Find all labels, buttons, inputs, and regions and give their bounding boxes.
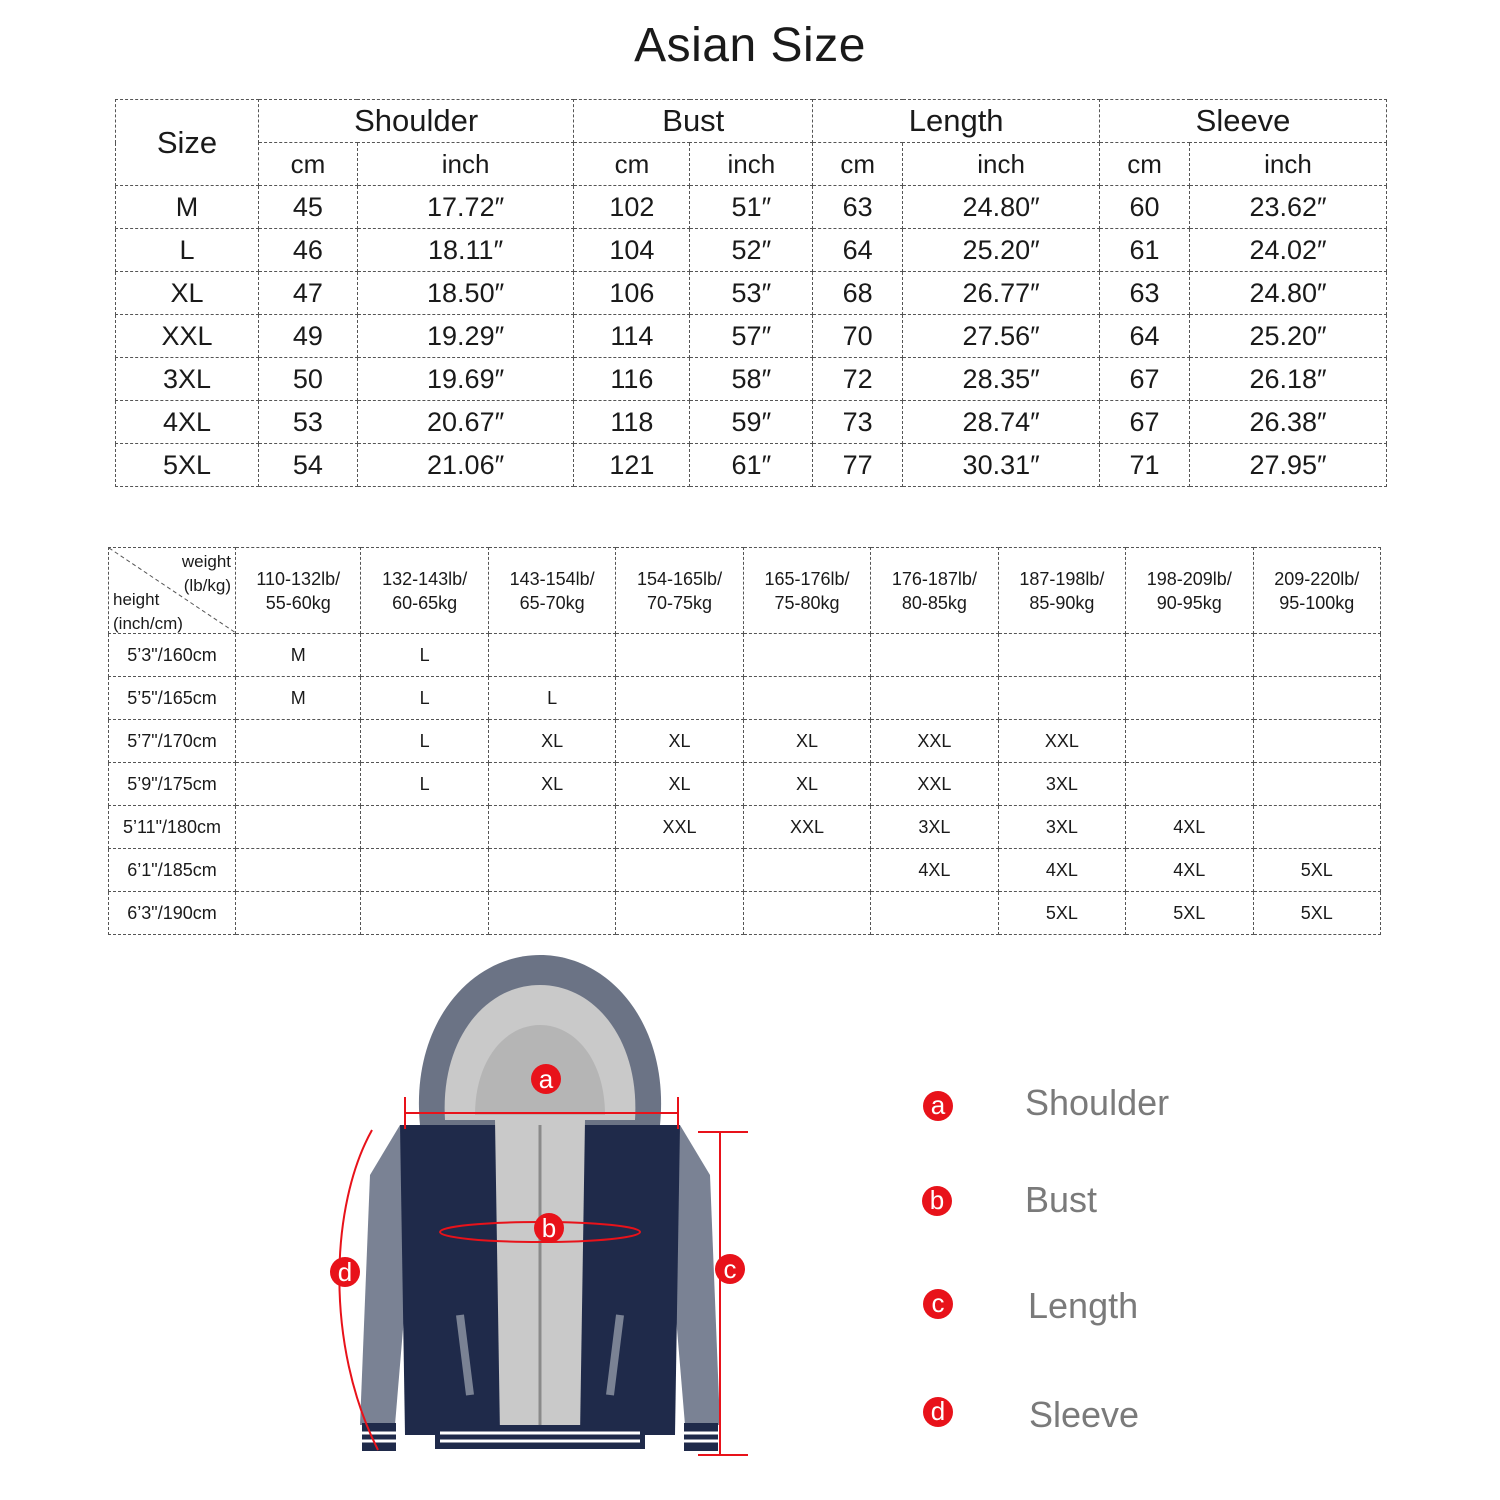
size-row	[116, 186, 1387, 229]
measurement-cell: 19.29″	[357, 315, 574, 358]
measurement-cell: 21.06″	[357, 444, 574, 487]
height-label-cell: 5’7"/170cm	[109, 720, 236, 763]
measurement-cell: 49	[259, 315, 358, 358]
svg-text:c: c	[723, 1254, 737, 1284]
measurement-cell: 104	[574, 229, 690, 272]
recommended-size-cell: 3XL	[871, 806, 998, 849]
measurement-cell: 26.77″	[903, 272, 1100, 315]
measurement-cell: 61″	[690, 444, 813, 487]
measurement-cell: 28.74″	[903, 401, 1100, 444]
recommended-size-cell	[743, 892, 870, 935]
recommended-size-cell	[1253, 763, 1380, 806]
weight-range-lb: 198-209lb/	[1146, 568, 1232, 589]
recommended-size-cell	[1253, 677, 1380, 720]
size-label-cell: L	[116, 229, 259, 272]
recommended-size-cell	[871, 677, 998, 720]
weight-range-lb: 176-187lb/	[891, 568, 977, 589]
measurement-cell: 64	[1100, 315, 1190, 358]
unit-header-7: inch	[1190, 143, 1387, 186]
recommended-size-cell: XL	[743, 763, 870, 806]
measurement-cell: 63	[1100, 272, 1190, 315]
unit-header-0: cm	[259, 143, 358, 186]
weight-range-header	[361, 548, 488, 634]
measurement-cell: 27.56″	[903, 315, 1100, 358]
recommended-size-cell	[616, 849, 743, 892]
measurement-cell: 50	[259, 358, 358, 401]
recommended-size-cell	[236, 806, 361, 849]
recommended-size-cell: L	[361, 677, 488, 720]
recommended-size-cell: L	[361, 634, 488, 677]
unit-header-2: cm	[574, 143, 690, 186]
measurement-cell: 45	[259, 186, 358, 229]
recommended-size-cell	[236, 849, 361, 892]
weight-range-lb: 154-165lb/	[637, 568, 723, 589]
recommended-size-cell: 5XL	[1253, 892, 1380, 935]
measurement-cell: 77	[813, 444, 903, 487]
recommended-size-cell	[236, 892, 361, 935]
measurement-cell: 27.95″	[1190, 444, 1387, 487]
weight-range-header	[998, 548, 1125, 634]
recommended-size-cell: M	[236, 677, 361, 720]
measurement-cell: 72	[813, 358, 903, 401]
measurement-cell: 68	[813, 272, 903, 315]
recommended-size-cell	[488, 892, 615, 935]
measurement-cell: 25.20″	[1190, 315, 1387, 358]
recommended-size-cell	[361, 892, 488, 935]
weight-range-lb: 187-198lb/	[1019, 568, 1105, 589]
size-label-cell: XL	[116, 272, 259, 315]
measurement-cell: 116	[574, 358, 690, 401]
measurement-cell: 102	[574, 186, 690, 229]
table-corner-cell	[109, 548, 236, 634]
weight-range-lb: 132-143lb/	[382, 568, 468, 589]
page-title: Asian Size	[634, 19, 866, 72]
measurement-cell: 64	[813, 229, 903, 272]
weight-range-lb: 143-154lb/	[509, 568, 595, 589]
legend-badge-a: a	[923, 1091, 953, 1121]
height-row	[109, 634, 1381, 677]
recommended-size-cell	[1126, 677, 1253, 720]
measurement-cell: 53	[259, 401, 358, 444]
badge-d-marker	[330, 1257, 360, 1287]
recommended-size-cell	[743, 849, 870, 892]
badge-b-marker	[534, 1213, 564, 1243]
recommended-size-cell: 5XL	[998, 892, 1125, 935]
recommended-size-cell: 4XL	[998, 849, 1125, 892]
size-row	[116, 444, 1387, 487]
recommended-size-cell: L	[361, 763, 488, 806]
height-label-cell: 5’11"/180cm	[109, 806, 236, 849]
height-weight-table	[108, 547, 1381, 935]
height-label: height	[113, 590, 160, 609]
badge-a-marker	[531, 1064, 561, 1094]
measurement-cell: 17.72″	[357, 186, 574, 229]
measurement-cell: 46	[259, 229, 358, 272]
recommended-size-cell	[236, 720, 361, 763]
recommended-size-cell	[998, 677, 1125, 720]
measurement-cell: 51″	[690, 186, 813, 229]
weight-range-header	[616, 548, 743, 634]
measurement-cell: 67	[1100, 358, 1190, 401]
unit-header-4: cm	[813, 143, 903, 186]
recommended-size-cell	[1253, 634, 1380, 677]
measurement-cell: 26.18″	[1190, 358, 1387, 401]
recommended-size-cell	[1253, 806, 1380, 849]
measurement-cell: 67	[1100, 401, 1190, 444]
recommended-size-cell	[1126, 634, 1253, 677]
measurement-cell: 24.80″	[903, 186, 1100, 229]
measurement-cell: 54	[259, 444, 358, 487]
badge-c-marker	[715, 1254, 745, 1284]
recommended-size-cell	[488, 849, 615, 892]
measurement-cell: 53″	[690, 272, 813, 315]
height-row	[109, 720, 1381, 763]
height-row	[109, 849, 1381, 892]
measurement-cell: 61	[1100, 229, 1190, 272]
weight-range-header	[1253, 548, 1380, 634]
legend-label-shoulder: Shoulder	[1025, 1082, 1170, 1123]
measurement-cell: 106	[574, 272, 690, 315]
height-label-cell: 6’3"/190cm	[109, 892, 236, 935]
legend-label-length: Length	[1028, 1285, 1139, 1326]
measurement-cell: 59″	[690, 401, 813, 444]
jacket-illustration	[360, 955, 720, 1451]
legend-label-bust: Bust	[1025, 1179, 1098, 1220]
recommended-size-cell: XL	[616, 720, 743, 763]
recommended-size-cell	[871, 892, 998, 935]
height-label-cell: 5’3"/160cm	[109, 634, 236, 677]
recommended-size-cell: XXL	[871, 720, 998, 763]
weight-range-lb: 110-132lb/	[256, 568, 341, 589]
size-row	[116, 315, 1387, 358]
size-label-cell: 5XL	[116, 444, 259, 487]
recommended-size-cell: XXL	[616, 806, 743, 849]
recommended-size-cell	[361, 806, 488, 849]
size-row	[116, 272, 1387, 315]
group-header-length: Length	[813, 100, 1100, 143]
weight-range-lb: 209-220lb/	[1274, 568, 1360, 589]
weight-range-kg: 70-75kg	[647, 592, 713, 613]
recommended-size-cell: XL	[488, 720, 615, 763]
recommended-size-cell	[1126, 763, 1253, 806]
recommended-size-cell: L	[361, 720, 488, 763]
recommended-size-cell	[616, 634, 743, 677]
recommended-size-cell: 5XL	[1126, 892, 1253, 935]
measurement-cell: 57″	[690, 315, 813, 358]
recommended-size-cell	[236, 763, 361, 806]
recommended-size-cell: XXL	[871, 763, 998, 806]
recommended-size-cell	[616, 677, 743, 720]
legend-badge-b: b	[922, 1186, 952, 1216]
unit-header-6: cm	[1100, 143, 1190, 186]
size-measurement-table	[115, 99, 1387, 487]
size-label-cell: 3XL	[116, 358, 259, 401]
measurement-cell: 19.69″	[357, 358, 574, 401]
measurement-cell: 25.20″	[903, 229, 1100, 272]
height-row	[109, 763, 1381, 806]
weight-range-header	[871, 548, 998, 634]
measurement-cell: 52″	[690, 229, 813, 272]
recommended-size-cell: XL	[743, 720, 870, 763]
recommended-size-cell: XXL	[743, 806, 870, 849]
size-row	[116, 229, 1387, 272]
recommended-size-cell: 5XL	[1253, 849, 1380, 892]
recommended-size-cell: 4XL	[1126, 806, 1253, 849]
weight-range-kg: 85-90kg	[1029, 592, 1095, 613]
measurement-cell: 24.02″	[1190, 229, 1387, 272]
svg-text:a: a	[538, 1064, 554, 1094]
height-unit-label: (inch/cm)	[113, 614, 183, 633]
height-row	[109, 677, 1381, 720]
recommended-size-cell	[361, 849, 488, 892]
recommended-size-cell	[488, 634, 615, 677]
recommended-size-cell	[998, 634, 1125, 677]
weight-range-header	[1126, 548, 1253, 634]
recommended-size-cell	[616, 892, 743, 935]
measurement-cell: 118	[574, 401, 690, 444]
group-header-sleeve: Sleeve	[1100, 100, 1387, 143]
size-row	[116, 401, 1387, 444]
weight-range-header	[236, 548, 361, 634]
recommended-size-cell	[488, 806, 615, 849]
recommended-size-cell	[1126, 720, 1253, 763]
recommended-size-cell: L	[488, 677, 615, 720]
height-label-cell: 5’9"/175cm	[109, 763, 236, 806]
legend-badge-c: c	[923, 1289, 953, 1319]
svg-text:d: d	[337, 1257, 353, 1287]
weight-range-header	[743, 548, 870, 634]
recommended-size-cell	[743, 634, 870, 677]
weight-range-kg: 90-95kg	[1156, 592, 1222, 613]
height-label-cell: 6’1"/185cm	[109, 849, 236, 892]
recommended-size-cell	[1253, 720, 1380, 763]
measurement-cell: 114	[574, 315, 690, 358]
measurement-cell: 73	[813, 401, 903, 444]
measurement-cell: 71	[1100, 444, 1190, 487]
measurement-cell: 121	[574, 444, 690, 487]
measurement-cell: 18.11″	[357, 229, 574, 272]
size-row	[116, 358, 1387, 401]
recommended-size-cell: 4XL	[1126, 849, 1253, 892]
measurement-cell: 30.31″	[903, 444, 1100, 487]
height-label-cell: 5’5"/165cm	[109, 677, 236, 720]
height-row	[109, 892, 1381, 935]
recommended-size-cell: 3XL	[998, 763, 1125, 806]
svg-text:b: b	[541, 1213, 557, 1243]
measurement-cell: 28.35″	[903, 358, 1100, 401]
recommended-size-cell: XL	[616, 763, 743, 806]
measurement-cell: 58″	[690, 358, 813, 401]
recommended-size-cell: 4XL	[871, 849, 998, 892]
recommended-size-cell: XL	[488, 763, 615, 806]
recommended-size-cell	[871, 634, 998, 677]
size-label-cell: XXL	[116, 315, 259, 358]
weight-range-kg: 55-60kg	[265, 592, 331, 613]
measurement-cell: 26.38″	[1190, 401, 1387, 444]
measurement-cell: 47	[259, 272, 358, 315]
legend-badge-d: d	[923, 1397, 953, 1427]
recommended-size-cell: 3XL	[998, 806, 1125, 849]
measurement-cell: 60	[1100, 186, 1190, 229]
unit-header-5: inch	[903, 143, 1100, 186]
recommended-size-cell	[743, 677, 870, 720]
measurement-cell: 23.62″	[1190, 186, 1387, 229]
measurement-cell: 18.50″	[357, 272, 574, 315]
weight-range-header	[488, 548, 615, 634]
weight-range-kg: 80-85kg	[901, 592, 967, 613]
size-label-cell: 4XL	[116, 401, 259, 444]
weight-label: weight	[181, 552, 231, 571]
recommended-size-cell: XXL	[998, 720, 1125, 763]
unit-header-1: inch	[357, 143, 574, 186]
weight-range-kg: 65-70kg	[519, 592, 585, 613]
weight-range-kg: 95-100kg	[1279, 592, 1355, 613]
weight-range-kg: 75-80kg	[774, 592, 840, 613]
size-header: Size	[116, 100, 259, 186]
legend-label-sleeve: Sleeve	[1029, 1394, 1140, 1435]
group-header-shoulder: Shoulder	[259, 100, 574, 143]
measurement-cell: 70	[813, 315, 903, 358]
jacket-diagram	[300, 945, 780, 1485]
recommended-size-cell: M	[236, 634, 361, 677]
weight-range-kg: 60-65kg	[392, 592, 458, 613]
size-label-cell: M	[116, 186, 259, 229]
measurement-cell: 24.80″	[1190, 272, 1387, 315]
unit-header-3: inch	[690, 143, 813, 186]
height-row	[109, 806, 1381, 849]
weight-range-lb: 165-176lb/	[764, 568, 850, 589]
measurement-cell: 20.67″	[357, 401, 574, 444]
group-header-bust: Bust	[574, 100, 813, 143]
measurement-cell: 63	[813, 186, 903, 229]
weight-unit-label: (lb/kg)	[183, 576, 231, 595]
